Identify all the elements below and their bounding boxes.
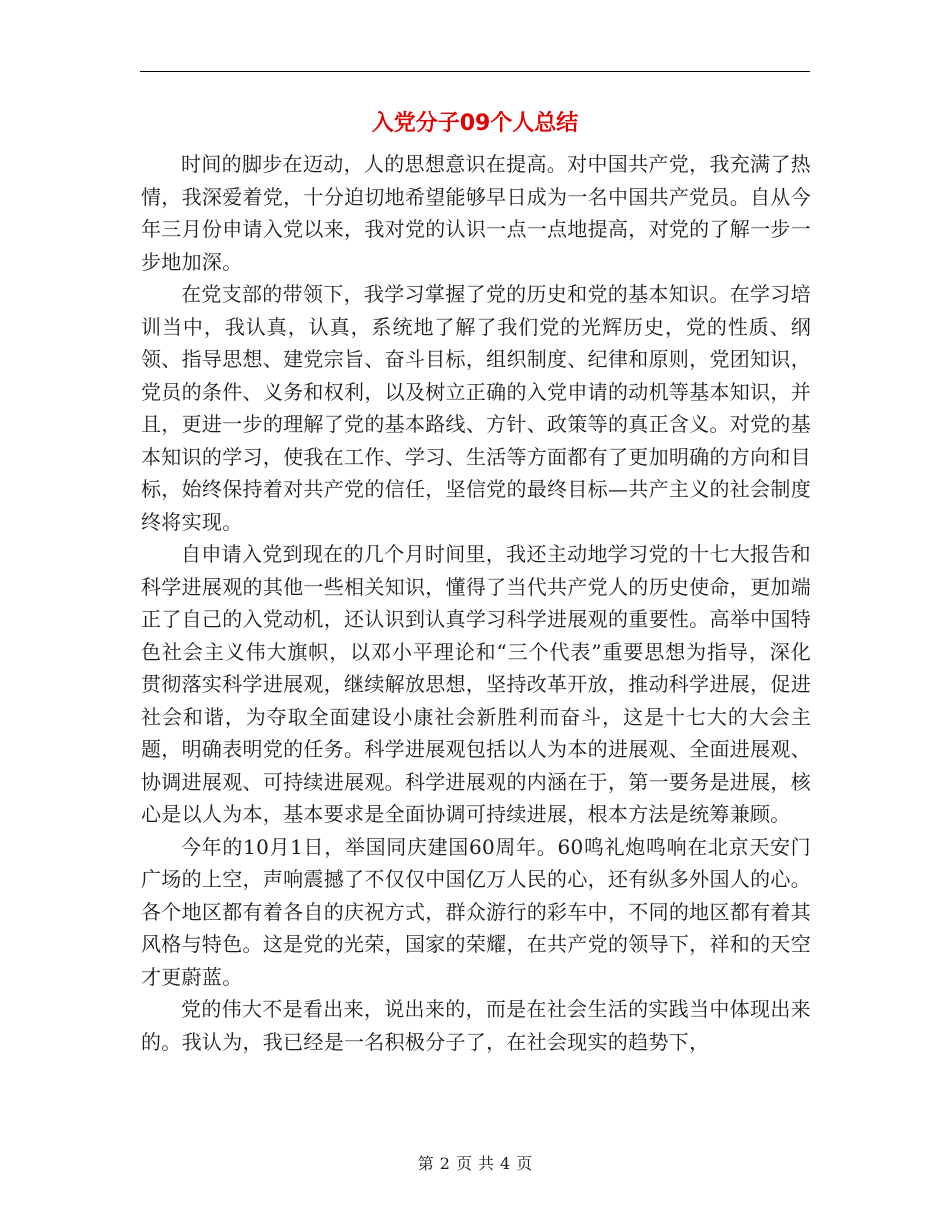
- footer-total-unit: 页: [516, 1154, 533, 1173]
- body-paragraph: 党的伟大不是看出来，说出来的，而是在社会生活的实践当中体现出来的。我认为，我已经是一名积极分子了，在社会现实的趋势下，: [141, 997, 811, 1054]
- footer-page-unit: 页: [455, 1154, 472, 1173]
- footer-page-prefix: 第: [417, 1154, 434, 1173]
- header-rule: [140, 71, 810, 72]
- document-body: [141, 148, 811, 1058]
- footer-current-page: 2: [439, 1154, 450, 1173]
- body-paragraph: 自申请入党到现在的几个月时间里，我还主动地学习党的十七大报告和科学进展观的其他一些相关知识，懂得了当代共产党人的历史使命，更加端正了自己的入党动机，还认识到认真学习科学进展观的重要性。高举中国特色社会主义伟大旗帜，以邓小平理论和“三个代表”重要思想为指导，深化贯彻落实科学进展观，继续解放思想，坚持改革开放，推动科学进展，促进社会和谐，为夺取全面建设小康社会新胜利而奋斗，这是十七大的大会主题，明确表明党的任务。科学进展观包括以人为本的进展观、全面进展观、协调进展观、可持续进展观。科学进展观的内涵在于，第一要务是进展，核心是以人为本，基本要求是全面协调可持续进展，根本方法是统筹兼顾。: [141, 542, 811, 826]
- footer-total-pages: 4: [500, 1154, 511, 1173]
- body-paragraph: 时间的脚步在迈动，人的思想意识在提高。对中国共产党，我充满了热情，我深爱着党，十分迫切地希望能够早日成为一名中国共产党员。自从今年三月份申请入党以来，我对党的认识一点一点地提高，对党的了解一步一步地加深。: [141, 152, 811, 274]
- body-paragraph: 在党支部的带领下，我学习掌握了党的历史和党的基本知识。在学习培训当中，我认真，认真，系统地了解了我们党的光辉历史，党的性质、纲领、指导思想、建党宗旨、奋斗目标，组织制度、纪律和原则，党团知识，党员的条件、义务和权利，以及树立正确的入党申请的动机等基本知识，并且，更进一步的理解了党的基本路线、方针、政策等的真正含义。对党的基本知识的学习，使我在工作、学习、生活等方面都有了更加明确的方向和目标，始终保持着对共产党的信任，坚信党的最终目标—共产主义的社会制度终将实现。: [141, 282, 811, 534]
- document-title: 入党分子09个人总结: [371, 111, 579, 136]
- footer-total-label: 共: [478, 1154, 495, 1173]
- page-footer: [0, 1152, 950, 1176]
- body-paragraph: 今年的10月1日，举国同庆建国60周年。60鸣礼炮鸣响在北京天安门广场的上空，声响震撼了不仅仅中国亿万人民的心，还有纵多外国人的心。各个地区都有着各自的庆祝方式，群众游行的彩车中，不同的地区都有着其风格与特色。这是党的光荣，国家的荣耀，在共产党的领导下，祥和的天空才更蔚蓝。: [141, 834, 811, 989]
